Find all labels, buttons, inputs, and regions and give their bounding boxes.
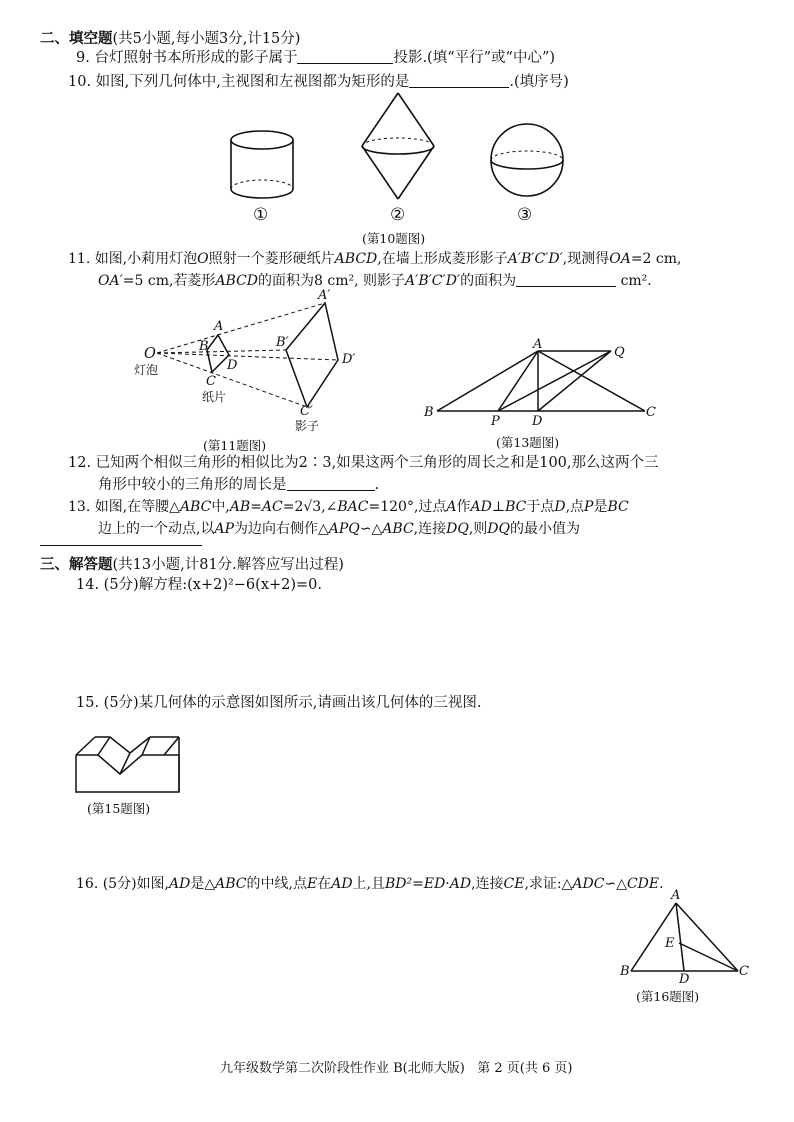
page-footer: 九年级数学第二次阶段性作业 B(北师大版) 第 2 页(共 6 页) — [220, 1061, 573, 1076]
math-var: AC — [261, 499, 283, 515]
math-var: CDE — [626, 876, 660, 892]
math-var: ABCD — [215, 273, 259, 289]
fig13-label-B: B — [424, 405, 434, 420]
math-var: P — [584, 499, 594, 515]
math-var: ADC — [572, 876, 605, 892]
question-text: ∽△ — [359, 521, 383, 537]
math-var: A′B′C′D′ — [405, 273, 461, 289]
question-text: 是△ — [190, 876, 216, 892]
math-var: CE — [503, 876, 525, 892]
fig11-label-A1: A′ — [318, 288, 331, 303]
math-var: A′B′C′D′ — [507, 251, 563, 267]
fig16-label-C: C — [739, 964, 749, 979]
question-number: 14. — [76, 577, 100, 593]
fig13-label-A: A — [533, 337, 543, 352]
section-2-title: 二、填空题 — [40, 31, 113, 47]
question-text: 某几何体的示意图如图所示,请画出该几何体的三视图. — [138, 695, 482, 711]
question-text: 如图,小莉用灯泡 — [94, 251, 198, 267]
question-text: ∽△ — [604, 876, 627, 892]
fig11-label-B1: B′ — [276, 335, 289, 350]
question-text: 照射一个菱形硬纸片 — [208, 251, 335, 267]
fig11-label-O: O — [144, 346, 156, 362]
math-var: A — [446, 499, 457, 515]
question-text: 中, — [211, 499, 230, 515]
math-var: AD — [169, 876, 191, 892]
question-text: ,现测得 — [562, 251, 610, 267]
question-score: (5分) — [103, 695, 139, 711]
question-text: 的面积为8 cm², 则影子 — [258, 273, 406, 289]
question-text: 如图, — [136, 876, 170, 892]
question-text: = — [250, 499, 262, 515]
question-text: 台灯照射书本所形成的影子属于 — [94, 50, 298, 66]
question-text: 是 — [593, 499, 608, 515]
math-var: AP — [214, 521, 234, 537]
question-text: 投影.(填“平行”或“中心”) — [393, 50, 556, 66]
fig11-label-paper: 纸片 — [202, 390, 227, 404]
question-number: 16. — [76, 876, 99, 892]
question-text: cm². — [620, 273, 652, 289]
question-text: 上,且 — [352, 876, 385, 892]
math-var: AB — [229, 499, 251, 515]
figure-11-caption: (第11题图) — [203, 438, 267, 453]
figure-16-caption: (第16题图) — [636, 989, 700, 1004]
fig16-label-E: E — [665, 936, 675, 951]
math-var: BC — [607, 499, 629, 515]
fig11-label-D: D — [227, 358, 238, 373]
math-var: APQ — [328, 521, 360, 537]
fig16-label-A: A — [671, 888, 681, 903]
fig13-label-Q: Q — [614, 345, 625, 360]
fig13-label-D: D — [532, 414, 543, 429]
figure-15-caption: (第15题图) — [87, 801, 151, 816]
question-number: 15. — [76, 695, 100, 711]
question-text: 如图,下列几何体中,主视图和左视图都为矩形的是 — [95, 74, 410, 90]
section-2-desc: (共5小题,每小题3分,计15分) — [112, 31, 301, 47]
question-text: 的面积为 — [460, 273, 517, 289]
section-3-desc: (共13小题,计81分.解答应写出过程) — [112, 557, 344, 573]
math-expr: BD²=ED·AD — [385, 876, 472, 892]
math-var: DQ — [446, 521, 469, 537]
figure-label-1: ① — [253, 205, 269, 225]
math-expr: =2√3 — [282, 499, 322, 515]
fig11-label-D1: D′ — [342, 352, 356, 367]
math-symbol: ⊥ — [491, 499, 506, 515]
question-number: 12. — [68, 455, 92, 471]
question-text: 作 — [456, 499, 471, 515]
question-number: 11. — [68, 251, 91, 267]
figure-13-caption: (第13题图) — [496, 435, 560, 450]
question-text: ,连接 — [471, 876, 504, 892]
question-text: . — [374, 477, 380, 493]
math-var: BAC — [337, 499, 369, 515]
fig16-label-D: D — [679, 972, 690, 987]
math-var: AD — [331, 876, 353, 892]
fig11-label-A: A — [214, 319, 224, 334]
math-var: BC — [505, 499, 527, 515]
fig13-label-C: C — [646, 405, 656, 420]
math-var: OA — [609, 251, 631, 267]
question-text: 如图,在等腰△ — [94, 499, 180, 515]
question-text: =120°,过点 — [368, 499, 447, 515]
question-text: ,则 — [468, 521, 488, 537]
math-var: ABC — [382, 521, 414, 537]
math-var: OA′ — [98, 273, 123, 289]
question-score: (5分) — [102, 876, 137, 892]
question-number: 9. — [76, 50, 90, 66]
question-text: 的最小值为 — [509, 521, 580, 537]
math-var: AD — [470, 499, 492, 515]
question-score: (5分) — [103, 577, 139, 593]
question-text: 在 — [317, 876, 332, 892]
question-number: 10. — [68, 74, 92, 90]
fig13-label-P: P — [491, 414, 500, 429]
section-3-title: 三、解答题 — [40, 557, 113, 573]
question-text: 角形中较小的三角形的周长是 — [98, 477, 287, 493]
fig11-label-shadow: 影子 — [295, 419, 320, 433]
question-text: =5 cm,若菱形 — [122, 273, 216, 289]
math-var: ABC — [179, 499, 212, 515]
math-var: D — [554, 499, 566, 515]
question-text: ,求证:△ — [524, 876, 573, 892]
figure-label-2: ② — [390, 205, 406, 225]
question-text: 的中线,点 — [246, 876, 307, 892]
fig11-label-B: B — [199, 339, 209, 354]
question-text: .(填序号) — [509, 74, 569, 90]
math-var: DQ — [487, 521, 510, 537]
question-text: ,连接 — [413, 521, 447, 537]
question-text: 为边向右侧作△ — [233, 521, 329, 537]
question-text: 解方程:(x+2)²−6(x+2)=0. — [138, 577, 323, 593]
math-var: O — [197, 251, 209, 267]
math-var: ABC — [215, 876, 247, 892]
question-text: 于点 — [526, 499, 555, 515]
question-text: =2 cm, — [630, 251, 682, 267]
fig16-label-B: B — [620, 964, 630, 979]
question-text: ,点 — [565, 499, 585, 515]
fig11-label-C: C — [206, 374, 216, 389]
math-var: ABCD — [334, 251, 378, 267]
question-text: ,∠ — [321, 499, 338, 515]
figure-label-3: ③ — [517, 205, 533, 225]
figure-10-caption: (第10题图) — [362, 231, 426, 246]
question-text: 边上的一个动点,以 — [98, 521, 215, 537]
question-text: ,在墙上形成菱形影子 — [377, 251, 508, 267]
fig11-label-C1: C′ — [300, 404, 313, 419]
question-number: 13. — [68, 499, 91, 515]
question-text: . — [659, 876, 664, 892]
question-text: 已知两个相似三角形的相似比为2∶3,如果这两个三角形的周长之和是100,那么这两个三 — [95, 455, 659, 471]
fig11-label-bulb: 灯泡 — [134, 363, 159, 377]
math-var: E — [306, 876, 318, 892]
